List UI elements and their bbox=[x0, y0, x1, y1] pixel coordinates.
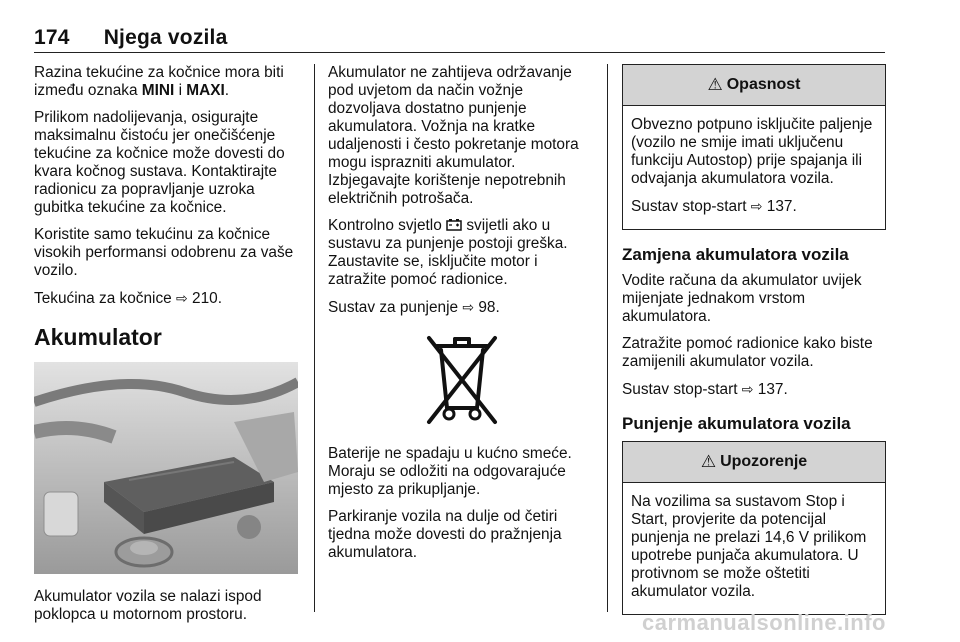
max-mark: MAXI bbox=[186, 82, 225, 99]
warning-triangle-icon: ⚠ bbox=[700, 452, 717, 471]
page-reference-arrow-icon: ⇨ bbox=[750, 198, 763, 214]
paragraph-charging-reference bbox=[328, 298, 596, 317]
min-mark: MINI bbox=[141, 82, 175, 99]
text: . bbox=[224, 82, 230, 99]
page-reference[interactable]: 98. bbox=[478, 299, 500, 316]
watermark: carmanualsonline.info bbox=[642, 610, 886, 635]
paragraph-brake-fluid-level bbox=[34, 64, 302, 100]
engine-bay-battery-photo bbox=[34, 362, 298, 574]
paragraph-maintenance-free: Akumulator ne zahtijeva održavanje pod uvjetom da način vožnje dozvoljava dostatno punjenje akumulatora. Vožnja na kratke udaljenosti i često pokretanje motora mogu isprazniti akumulator. Izbjegavajte korištenje nepotrebnih električnih potrošača. bbox=[328, 64, 579, 207]
paragraph-fluid-reference bbox=[34, 289, 302, 308]
warning-text: Na vozilima sa sustavom Stop i Start, provjerite da potencijal punjenja ne prelazi 14,6 V prilikom upotrebe punjača akumulatora. U protivnom se može oštetiti akumulator vozila. bbox=[631, 493, 867, 600]
danger-box bbox=[622, 64, 886, 230]
text: Razina tekućine za kočnice mora biti između oznaka bbox=[34, 64, 284, 99]
page-header bbox=[34, 26, 227, 50]
header-rule bbox=[34, 52, 885, 53]
paragraph-stop-start-reference bbox=[622, 380, 886, 399]
paragraph-control-lamp bbox=[328, 217, 596, 289]
text: i bbox=[174, 82, 187, 99]
page-reference-arrow-icon: ⇨ bbox=[462, 299, 475, 315]
text: Sustav stop-start bbox=[631, 198, 751, 215]
crossed-out-wheelie-bin-icon bbox=[328, 326, 596, 435]
column-2 bbox=[328, 64, 596, 571]
page-reference[interactable]: 210. bbox=[192, 290, 222, 307]
paragraph-approved-fluid: Koristite samo tekućinu za kočnice visokih performansi odobrenu za vaše vozilo. bbox=[34, 226, 294, 279]
text: Sustav stop-start bbox=[622, 381, 742, 398]
warning-box bbox=[622, 441, 886, 615]
page-number: 174 bbox=[34, 26, 70, 49]
text: svijetli ako u sustavu za punjenje postoji greška. Zaustavite se, isključite motor i zatražite pomoć radionice. bbox=[328, 217, 568, 288]
subheading-battery-charging: Punjenje akumulatora vozila bbox=[622, 414, 851, 433]
subheading-battery-replacement: Zamjena akumulatora vozila bbox=[622, 245, 849, 264]
warning-title: Upozorenje bbox=[720, 453, 808, 470]
section-heading-akumulator: Akumulator bbox=[34, 324, 162, 350]
page-reference-arrow-icon: ⇨ bbox=[176, 290, 188, 306]
text: Sustav za punjenje bbox=[328, 299, 463, 316]
warning-triangle-icon: ⚠ bbox=[707, 75, 723, 94]
danger-reference bbox=[631, 197, 877, 216]
page-reference-arrow-icon: ⇨ bbox=[741, 381, 754, 397]
column-3 bbox=[622, 64, 886, 625]
warning-box-body bbox=[623, 483, 885, 614]
text: Kontrolno svjetlo bbox=[328, 217, 447, 234]
paragraph-workshop-help: Zatražite pomoć radionice kako biste zamijenili akumulator vozila. bbox=[622, 335, 873, 370]
warning-box-header bbox=[623, 442, 885, 483]
text: Tekućina za kočnice bbox=[34, 290, 177, 307]
page-reference[interactable]: 137. bbox=[757, 381, 788, 398]
danger-box-body bbox=[623, 106, 885, 229]
battery-warning-lamp-icon bbox=[446, 217, 462, 234]
paragraph-disposal: Baterije ne spadaju u kućno smeće. Moraju se odložiti na odgovarajuće mjesto za prikupljanje. bbox=[328, 445, 572, 498]
danger-text: Obvezno potpuno isključite paljenje (vozilo ne smije imati uključenu funkciju Autostop) prije spajanja ili odvajanja akumulatora vozila. bbox=[631, 116, 873, 187]
photo-caption: Akumulator vozila se nalazi ispod poklopca u motornom prostoru. bbox=[34, 588, 262, 623]
column-divider-2 bbox=[607, 64, 608, 612]
paragraph-same-type: Vodite računa da akumulator uvijek mijenjate jednakom vrstom akumulatora. bbox=[622, 272, 862, 325]
danger-box-header bbox=[623, 65, 885, 106]
chapter-title: Njega vozila bbox=[103, 26, 228, 49]
column-divider-1 bbox=[314, 64, 315, 612]
column-1 bbox=[34, 64, 302, 633]
danger-title: Opasnost bbox=[726, 76, 801, 93]
page-reference[interactable]: 137. bbox=[766, 198, 797, 215]
paragraph-parking: Parkiranje vozila na dulje od četiri tjedna može dovesti do pražnjenja akumulatora. bbox=[328, 508, 562, 561]
paragraph-topping-up: Prilikom nadolijevanja, osigurajte maksimalnu čistoću jer onečišćenje tekućine za kočnice može dovesti do kvara kočnog sustava. Kontaktirajte radionicu za popravljanje uzroka gubitka tekućine za kočnice. bbox=[34, 109, 285, 216]
